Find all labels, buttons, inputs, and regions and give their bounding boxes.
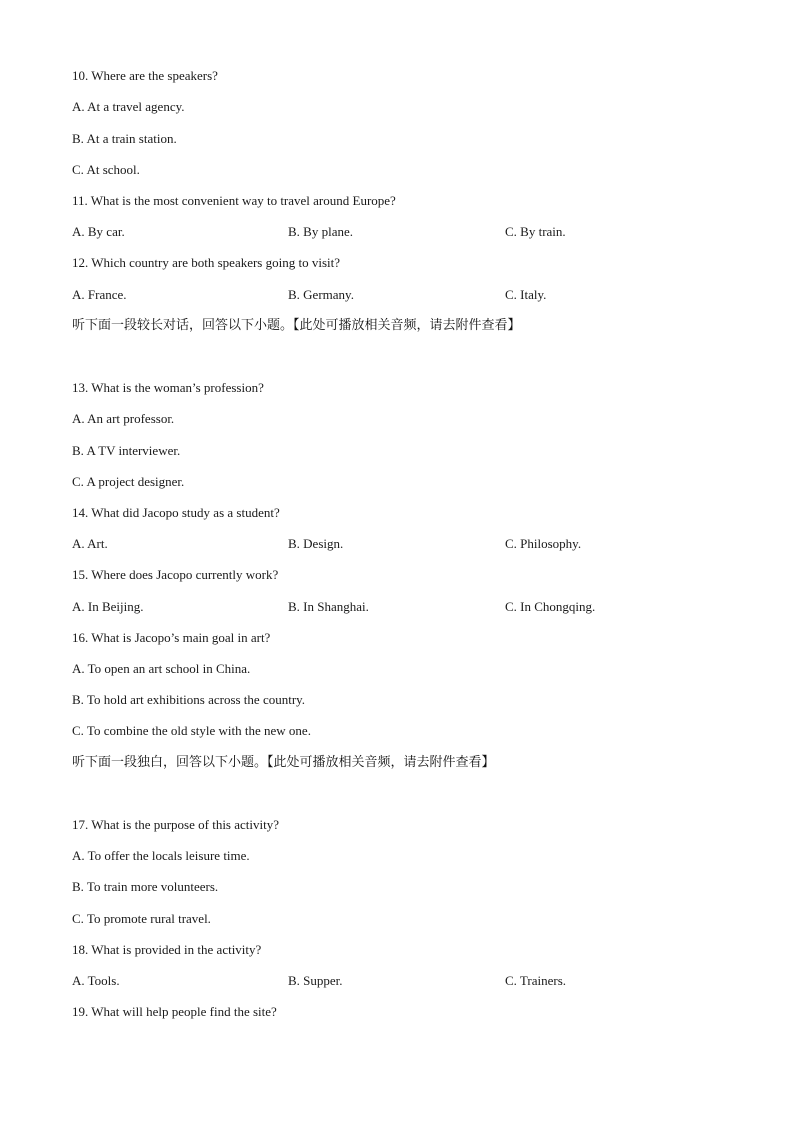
question-10-option-c: C. At school. [72, 162, 140, 177]
question-14-option-c: C. Philosophy. [505, 536, 582, 551]
question-16: 16. What is Jacopo’s main goal in art? [72, 630, 271, 645]
question-16-option-b: B. To hold art exhibitions across the country. [72, 692, 306, 707]
question-13-option-c: C. A project designer. [72, 474, 185, 489]
instruction-monologue: 听下面一段独白，回答以下小题。【此处可播放相关音频，请去附件查看】 [72, 755, 495, 770]
question-11: 11. What is the most convenient way to travel around Europe? [72, 193, 396, 208]
question-13: 13. What is the woman’s profession? [72, 380, 264, 395]
question-16-option-a: A. To open an art school in China. [72, 661, 251, 676]
question-12-option-c: C. Italy. [505, 287, 547, 302]
question-17-option-c: C. To promote rural travel. [72, 911, 211, 926]
question-13-option-b: B. A TV interviewer. [72, 443, 181, 458]
question-10-option-a: A. At a travel agency. [72, 99, 185, 114]
question-15-option-b: B. In Shanghai. [288, 599, 369, 614]
question-16-option-c: C. To combine the old style with the new one. [72, 723, 311, 738]
instruction-long-dialogue: 听下面一段较长对话，回答以下小题。【此处可播放相关音频，请去附件查看】 [72, 318, 521, 333]
question-14-option-b: B. Design. [288, 536, 344, 551]
question-12-option-a: A. France. [72, 287, 127, 302]
question-19: 19. What will help people find the site? [72, 1004, 277, 1019]
question-11-option-c: C. By train. [505, 224, 566, 239]
question-13-option-a: A. An art professor. [72, 411, 175, 426]
question-17-option-a: A. To offer the locals leisure time. [72, 848, 250, 863]
question-15-option-c: C. In Chongqing. [505, 599, 596, 614]
question-15: 15. Where does Jacopo currently work? [72, 567, 279, 582]
question-10: 10. Where are the speakers? [72, 68, 218, 83]
question-11-option-a: A. By car. [72, 224, 125, 239]
question-17: 17. What is the purpose of this activity? [72, 817, 279, 832]
question-15-option-a: A. In Beijing. [72, 599, 144, 614]
question-14-option-a: A. Art. [72, 536, 108, 551]
question-14: 14. What did Jacopo study as a student? [72, 505, 280, 520]
question-12: 12. Which country are both speakers going to visit? [72, 255, 341, 270]
question-18-option-b: B. Supper. [288, 973, 343, 988]
question-18: 18. What is provided in the activity? [72, 942, 262, 957]
question-18-option-a: A. Tools. [72, 973, 120, 988]
question-12-option-b: B. Germany. [288, 287, 354, 302]
question-11-option-b: B. By plane. [288, 224, 353, 239]
question-18-option-c: C. Trainers. [505, 973, 567, 988]
question-17-option-b: B. To train more volunteers. [72, 879, 219, 894]
question-10-option-b: B. At a train station. [72, 131, 177, 146]
